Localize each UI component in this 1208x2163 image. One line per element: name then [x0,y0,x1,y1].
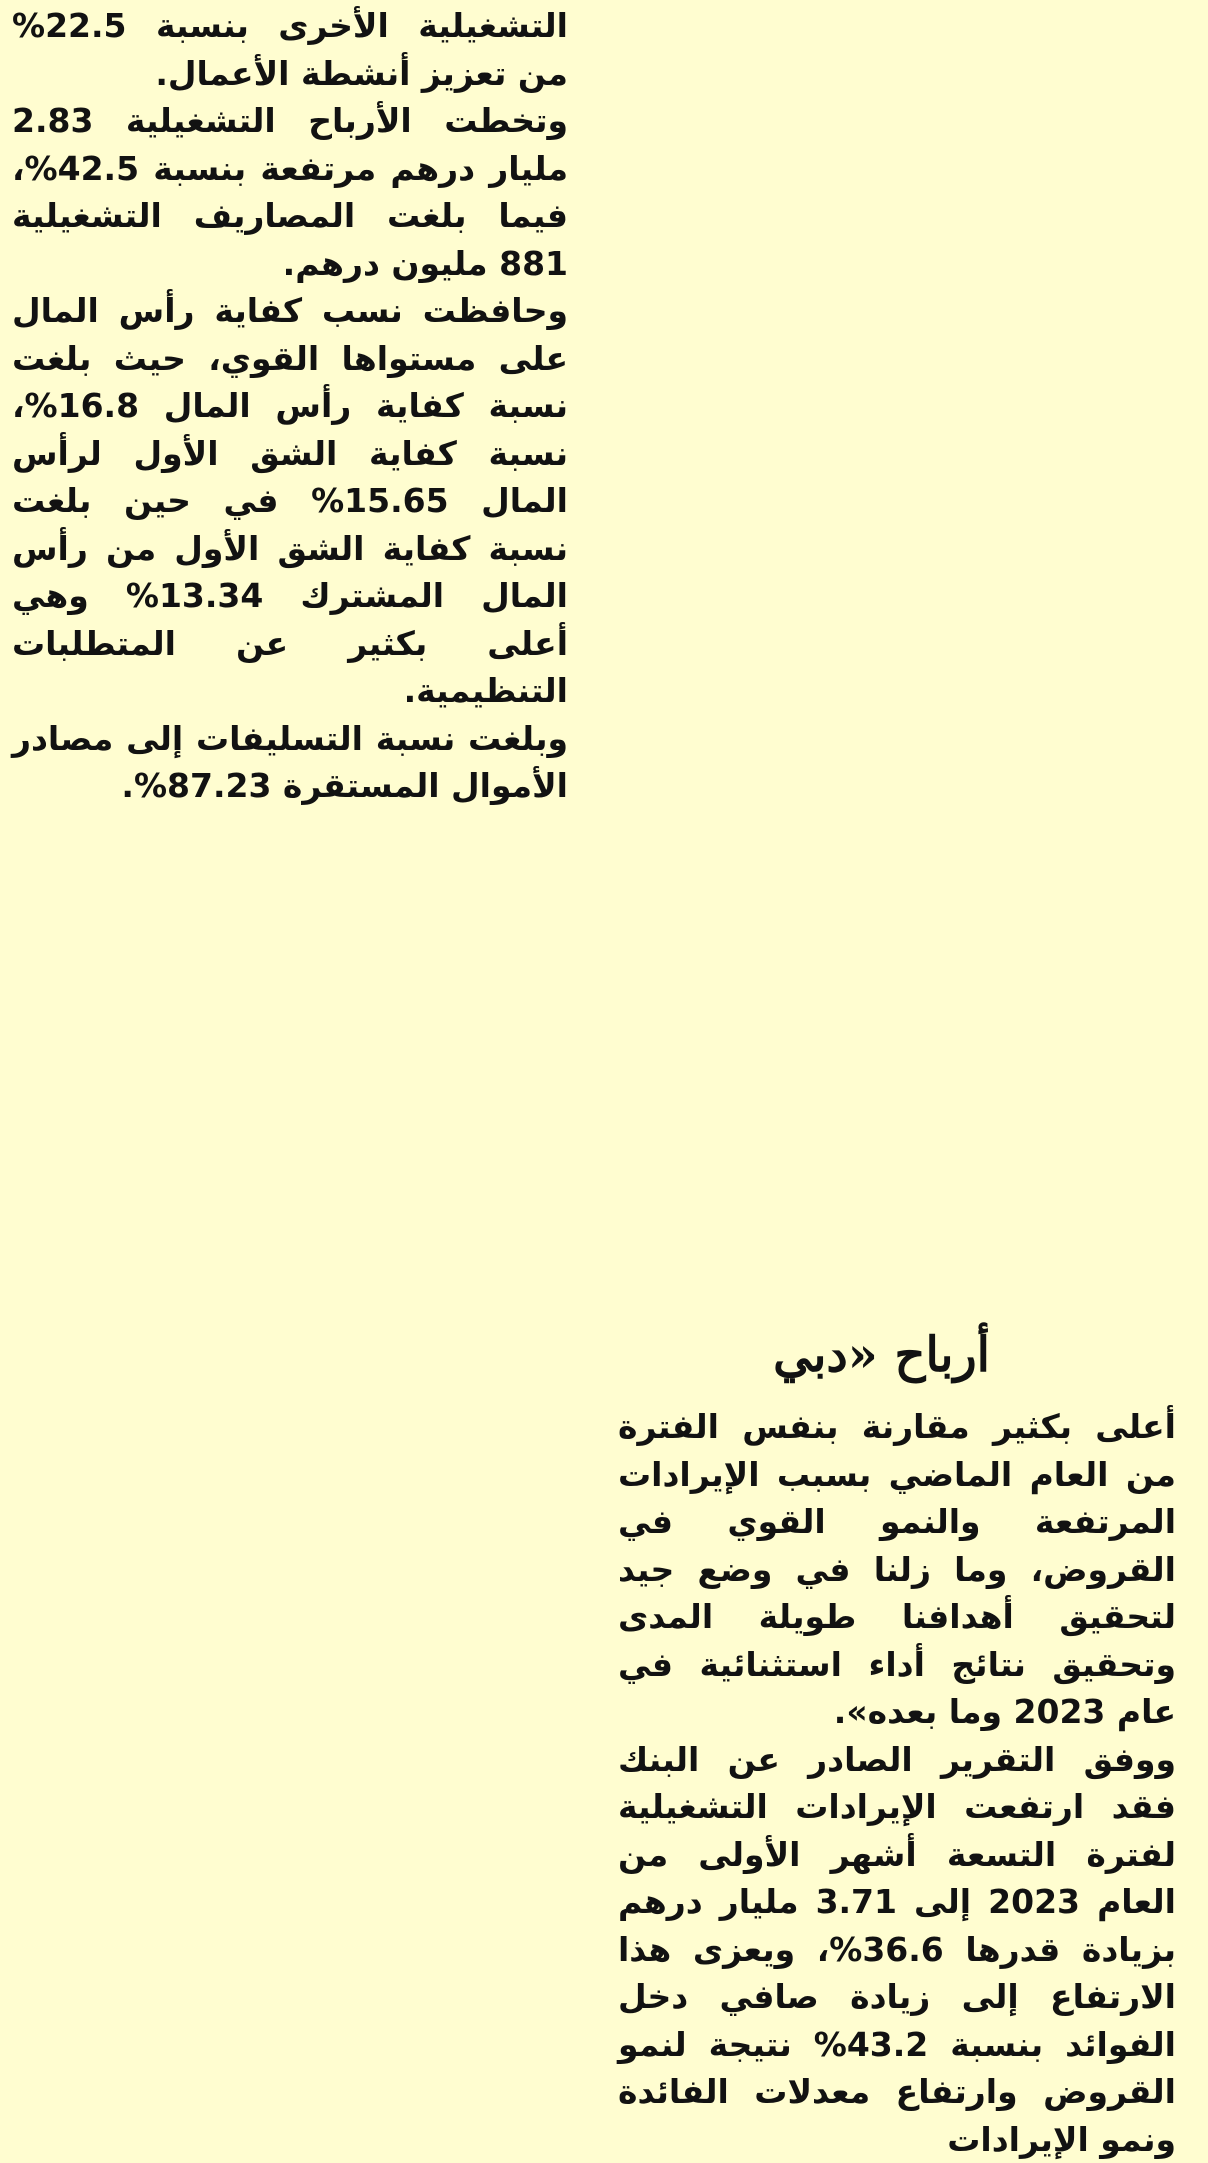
article-column-left [12,2,568,810]
article-headline: أرباح «دبي [700,1320,990,1390]
paragraph-capital-adequacy: وحافظت نسب كفاية رأس المال على مستواها القوي، حيث بلغت نسبة كفاية رأس المال 16.8%، نسبة كفاية الشق الأول لرأس المال 15.65% في حين بلغت نسبة كفاية الشق الأول من رأس المال المشترك 13.34% وهي أعلى بكثير عن المتطلبات التنظيمية. [12,287,568,715]
paragraph-quote-continuation: أعلى بكثير مقارنة بنفس الفترة من العام الماضي بسبب الإيرادات المرتفعة والنمو القوي في القروض، وما زلنا في وضع جيد لتحقيق أهدافنا طويلة المدى وتحقيق نتائج أداء استثنائية في عام 2023 وما بعده». [618,1403,1176,1736]
paragraph-operating-revenue: ووفق التقرير الصادر عن البنك فقد ارتفعت الإيرادات التشغيلية لفترة التسعة أشهر الأولى من العام 2023 إلى 3.71 مليار درهم بزيادة قدرها 36.6%، ويعزى هذا الارتفاع إلى زيادة صافي دخل الفوائد بنسبة 43.2% نتيجة لنمو القروض وارتفاع معدلات الفائدة ونمو الإيرادات [618,1736,1176,2163]
article-column-right [618,1403,1176,2163]
paragraph-other-operating-income: التشغيلية الأخرى بنسبة 22.5% من تعزيز أنشطة الأعمال. [12,2,568,97]
paragraph-loans-to-stable-funds: وبلغت نسبة التسليفات إلى مصادر الأموال المستقرة 87.23%. [12,715,568,810]
paragraph-operating-profit: وتخطت الأرباح التشغيلية 2.83 مليار درهم مرتفعة بنسبة 42.5%، فيما بلغت المصاريف التشغيلية 881 مليون درهم. [12,97,568,287]
